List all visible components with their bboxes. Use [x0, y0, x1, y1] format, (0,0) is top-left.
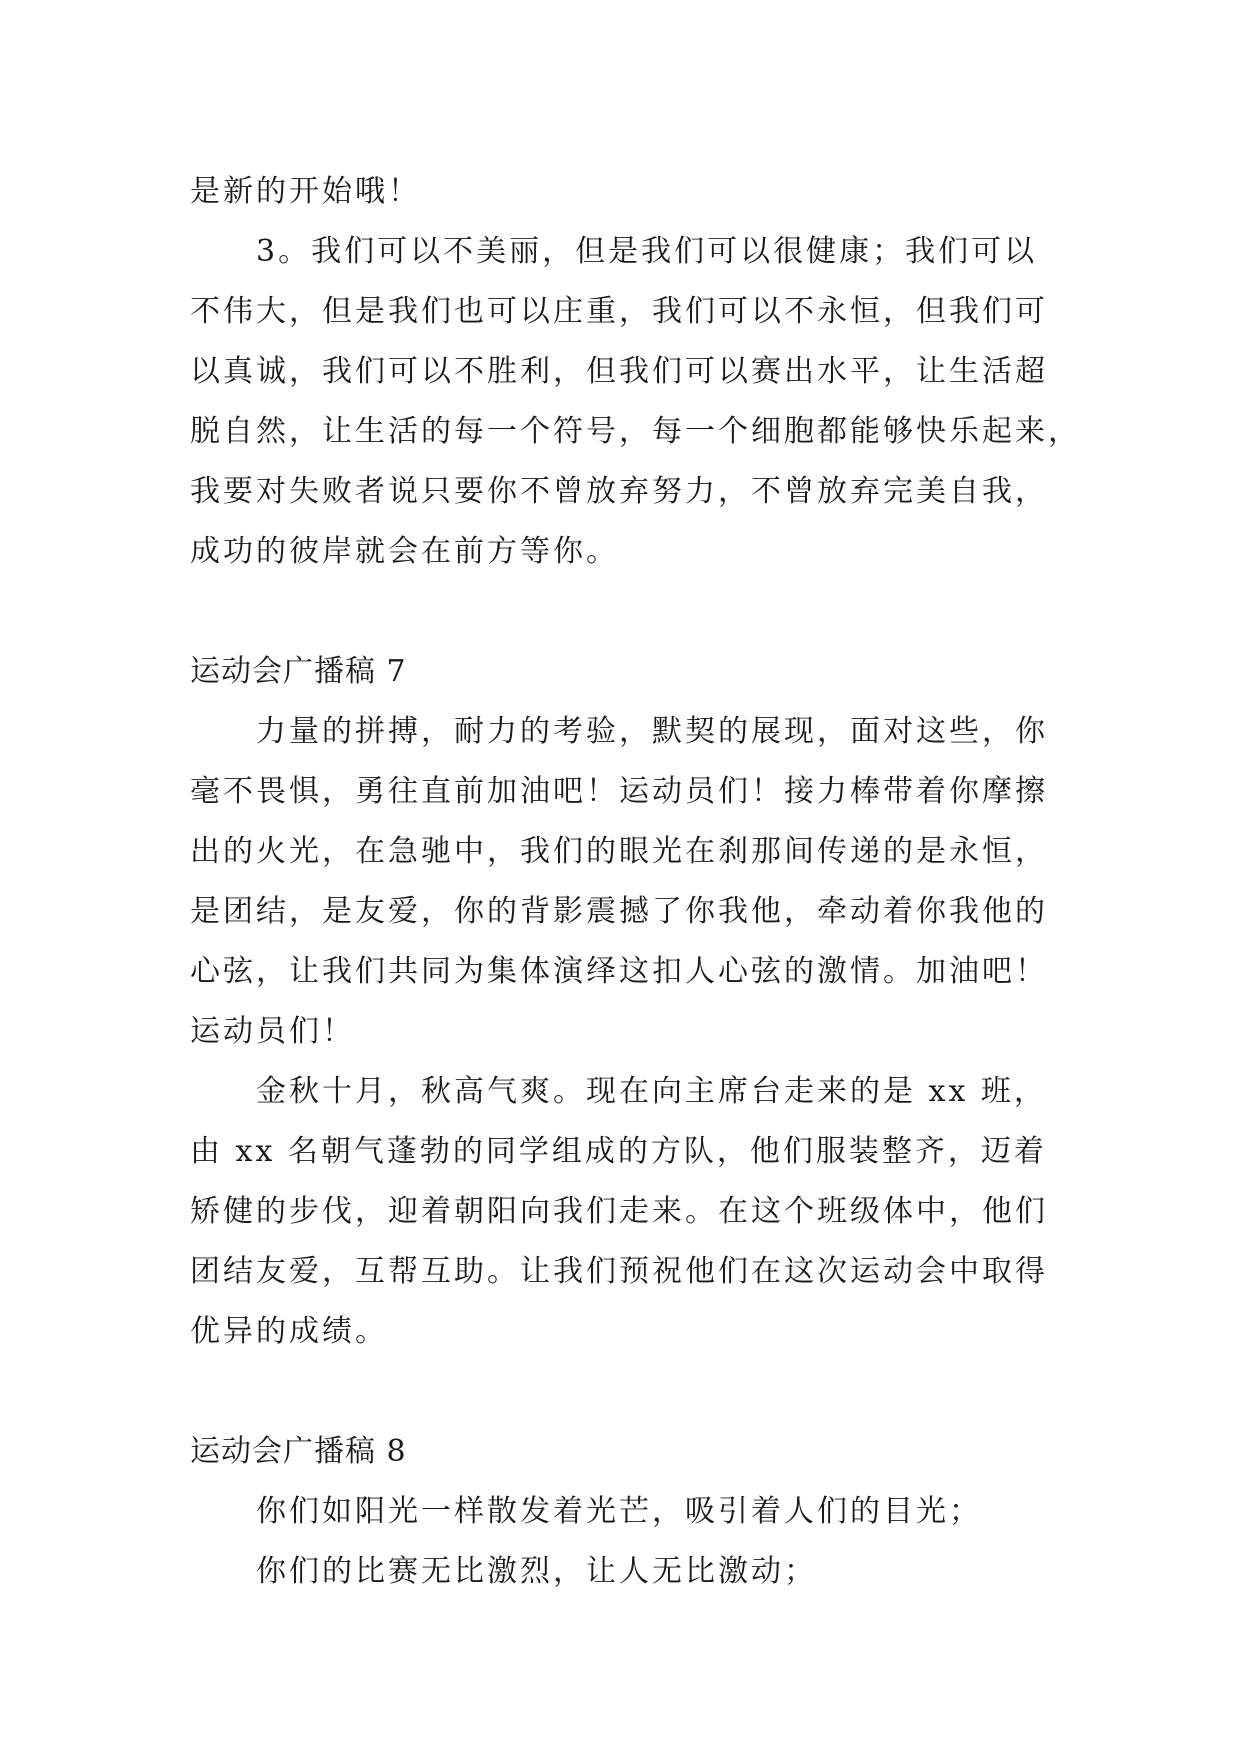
text-line: 力量的拼搏，耐力的考验，默契的展现，面对这些，你	[256, 714, 1048, 749]
text-line: 运动员们！	[190, 1014, 355, 1049]
text-line: 你们如阳光一样散发着光芒，吸引着人们的目光；	[256, 1494, 982, 1529]
text-line: 是团结，是友爱，你的背影震撼了你我他，牵动着你我他的	[190, 894, 1048, 929]
text-line: 是新的开始哦！	[190, 174, 421, 209]
section-heading-7: 运动会广播稿 7	[190, 654, 407, 689]
text-line: 优异的成绩。	[190, 1314, 388, 1349]
section-heading-8: 运动会广播稿 8	[190, 1434, 407, 1469]
text-line: 以真诚，我们可以不胜利，但我们可以赛出水平，让生活超	[190, 354, 1048, 389]
document-body	[190, 162, 1081, 1602]
text-line: 矫健的步伐，迎着朝阳向我们走来。在这个班级体中，他们	[190, 1194, 1048, 1229]
text-line: 金秋十月，秋高气爽。现在向主席台走来的是 xx 班，	[256, 1074, 1047, 1109]
text-line: 你们的比赛无比激烈，让人无比激动；	[256, 1554, 817, 1589]
text-line: 成功的彼岸就会在前方等你。	[190, 534, 619, 569]
text-line: 3。我们可以不美丽，但是我们可以很健康；我们可以	[256, 234, 1038, 269]
text-line: 由 xx 名朝气蓬勃的同学组成的方队，他们服装整齐，迈着	[190, 1134, 1047, 1169]
text-line: 不伟大，但是我们也可以庄重，我们可以不永恒，但我们可	[190, 294, 1048, 329]
text-line: 团结友爱，互帮互助。让我们预祝他们在这次运动会中取得	[190, 1254, 1048, 1289]
text-line: 我要对失败者说只要你不曾放弃努力，不曾放弃完美自我，	[190, 474, 1048, 509]
paragraph-gap	[190, 1362, 1070, 1422]
text-line: 脱自然，让生活的每一个符号，每一个细胞都能够快乐起来，	[190, 414, 1081, 449]
text-line: 毫不畏惧，勇往直前加油吧！运动员们！接力棒带着你摩擦	[190, 774, 1048, 809]
paragraph-gap	[190, 582, 1070, 642]
text-line: 心弦，让我们共同为集体演绎这扣人心弦的激情。加油吧！	[190, 954, 1048, 989]
text-line: 出的火光，在急驰中，我们的眼光在刹那间传递的是永恒，	[190, 834, 1048, 869]
